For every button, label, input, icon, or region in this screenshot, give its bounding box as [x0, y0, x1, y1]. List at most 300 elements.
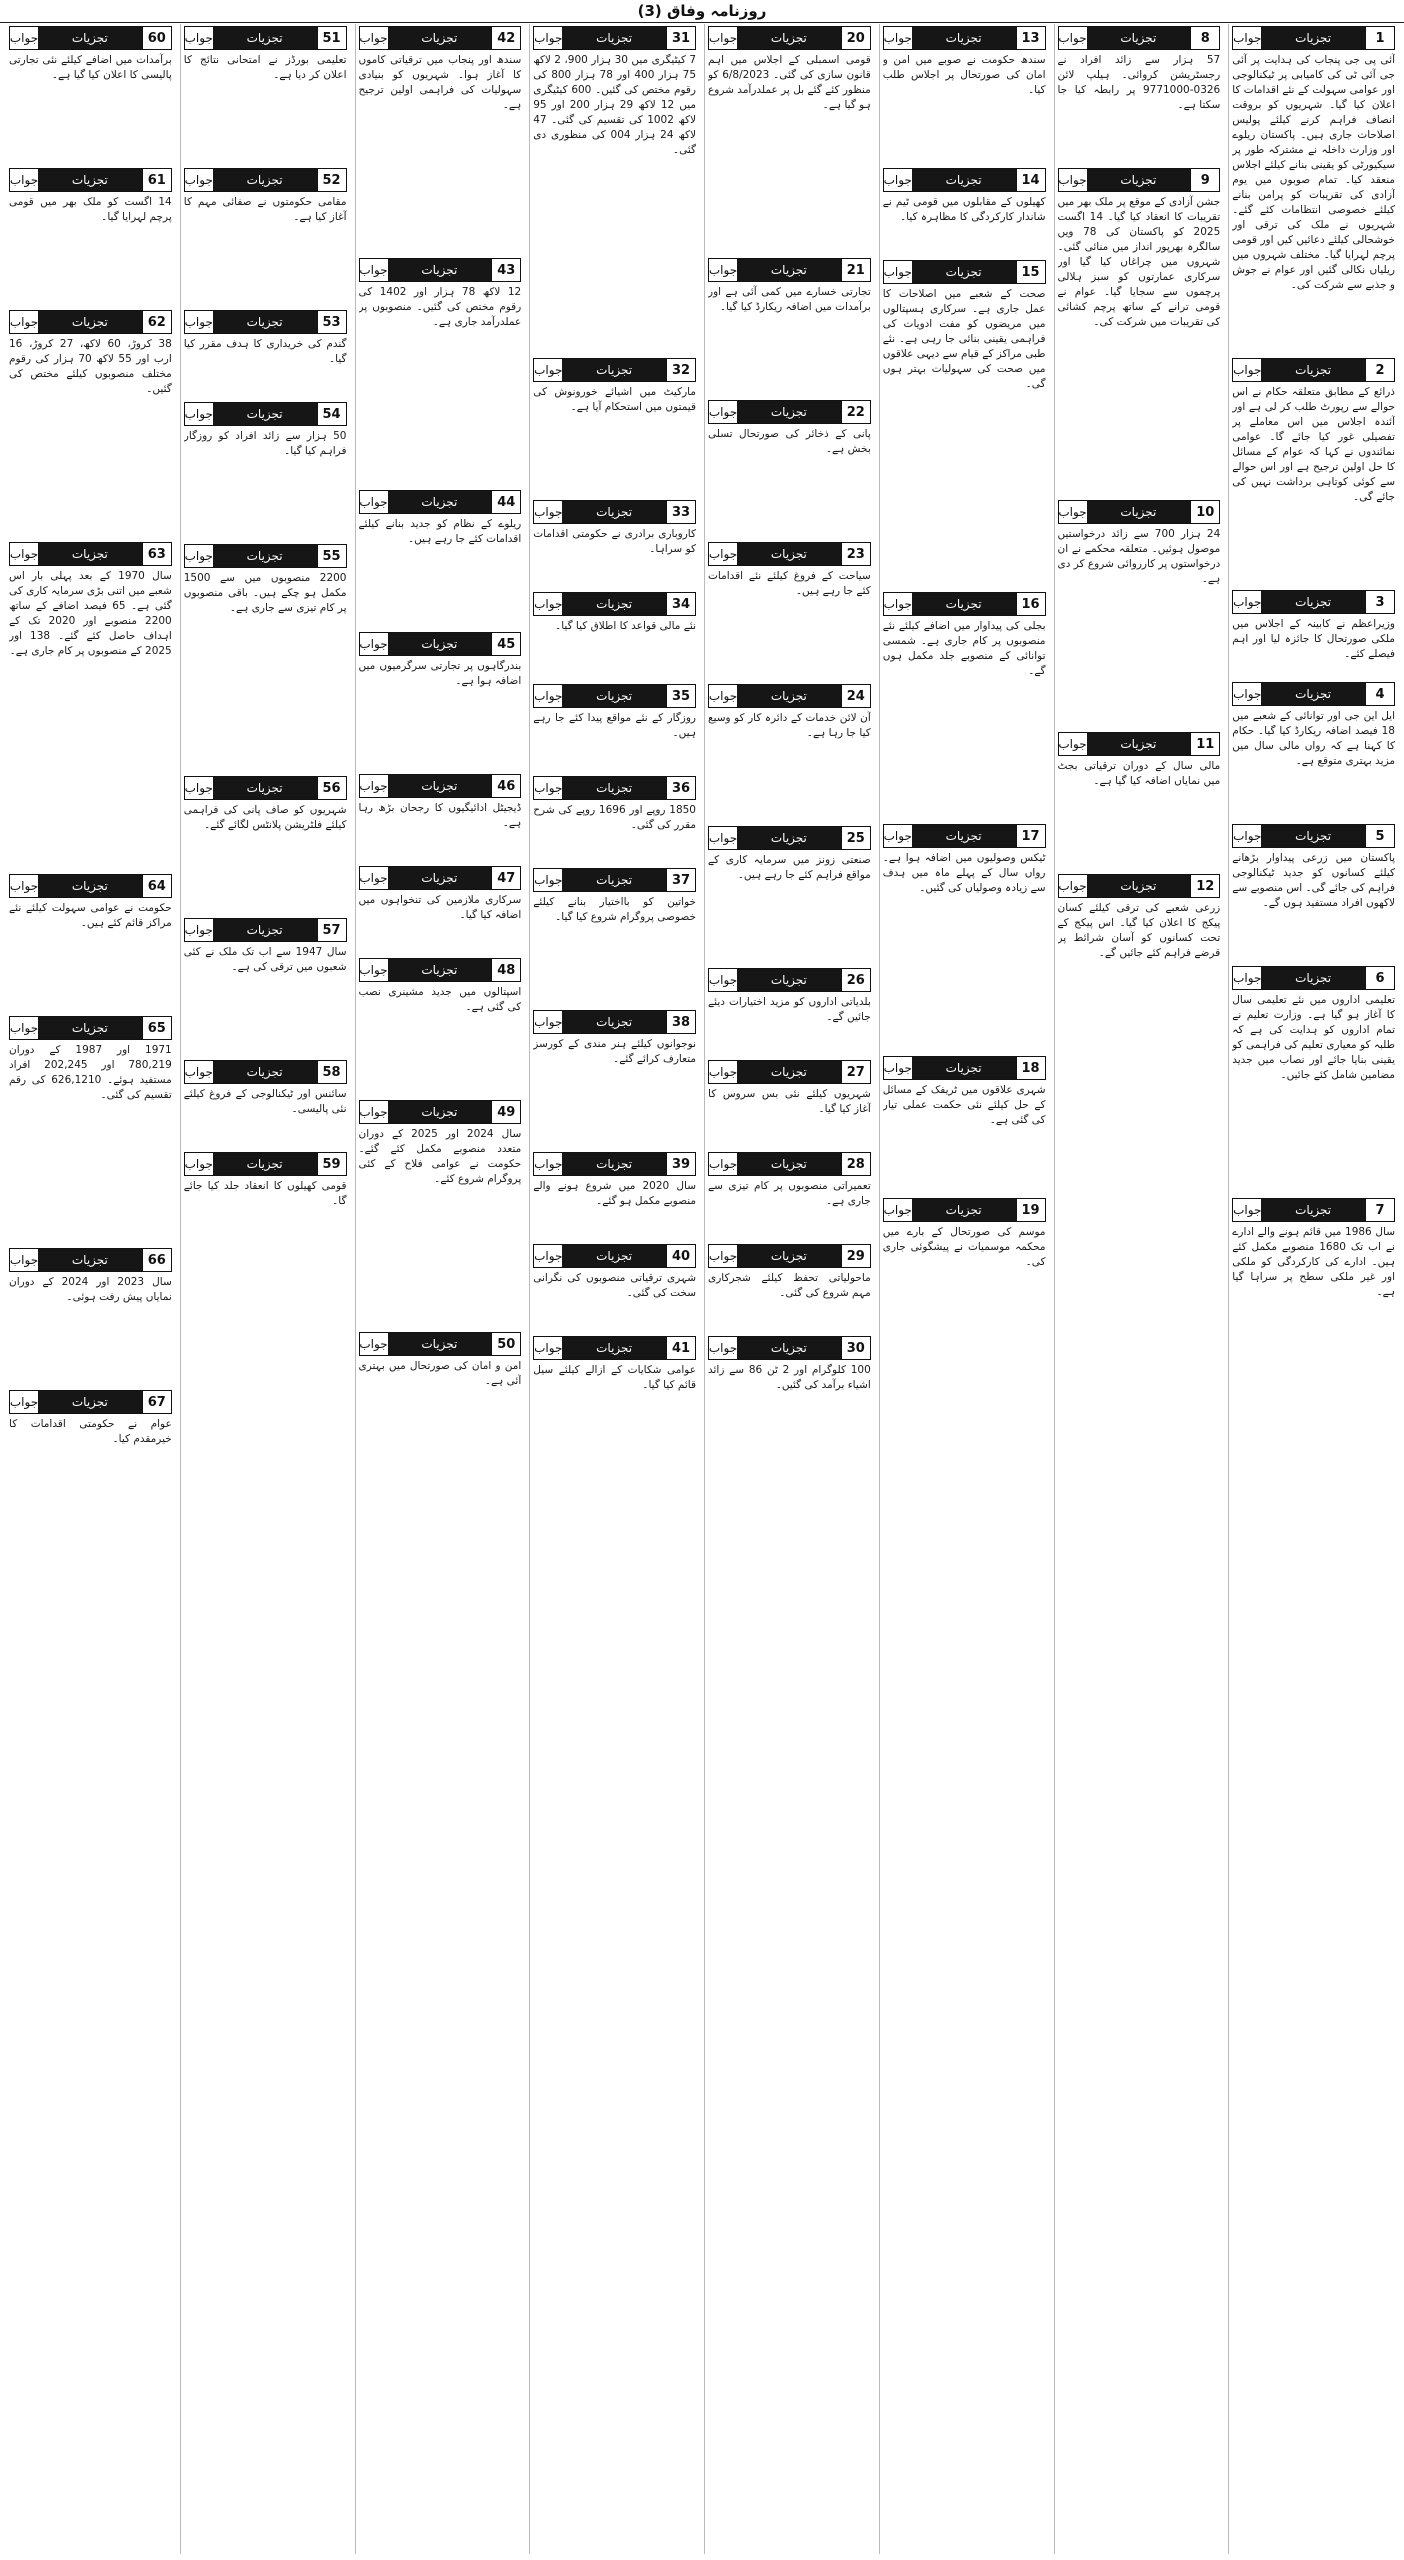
entry-title: تجزیات	[38, 1017, 142, 1039]
entry-header	[533, 1152, 696, 1176]
entry-number: 24	[841, 685, 870, 707]
entry-header	[9, 168, 172, 192]
entry-body: 38 کروڑ، 60 لاکھ، 27 کروڑ، 16 ارب اور 55 لاکھ 70 ہزار کی رقوم مختلف منصوبوں کیلئے مختص کی گئیں۔	[9, 338, 172, 395]
entry-header	[708, 258, 871, 282]
entry-number: 44	[491, 491, 520, 513]
entry-title: تجزیات	[388, 27, 492, 49]
entry-tag: جواب	[185, 1153, 213, 1175]
entry-header	[184, 918, 347, 942]
entry-number: 3	[1365, 591, 1394, 613]
entry-body: سندھ اور پنجاب میں ترقیاتی کاموں کا آغاز ہوا۔ شہریوں کو بنیادی سہولیات کی فراہمی اولین ترجیح ہے۔	[358, 54, 522, 111]
entry-number: 59	[317, 1153, 346, 1175]
entry-header	[533, 1244, 696, 1268]
entry-title: تجزیات	[213, 545, 317, 567]
entry-title: تجزیات	[1261, 967, 1365, 989]
news-entry	[883, 166, 1046, 255]
entry-header	[1058, 168, 1221, 192]
entry-number: 22	[841, 401, 870, 423]
entry-header	[9, 1016, 172, 1040]
news-entry	[9, 1388, 172, 1477]
entry-title: تجزیات	[562, 1337, 666, 1359]
entry-header	[708, 26, 871, 50]
entry-number: 64	[142, 875, 171, 897]
entry-body: سندھ حکومت نے صوبے میں امن و امان کی صورتحال پر اجلاس طلب کیا۔	[882, 54, 1046, 96]
entry-body: سال 1986 میں قائم ہونے والے ادارے نے اب تک 1680 منصوبے مکمل کئے ہیں۔ ادارے کی کارکردگی کو ملکی اور غیر ملکی سطح پر سراہا گیا ہے۔	[1232, 1226, 1395, 1298]
entry-title: تجزیات	[213, 403, 317, 425]
entry-body: نئے مالی قواعد کا اطلاق کیا گیا۔	[555, 620, 696, 632]
entry-header	[533, 1010, 696, 1034]
entry-number: 6	[1365, 967, 1394, 989]
entry-tag: جواب	[709, 1245, 737, 1267]
news-entry	[708, 1242, 871, 1331]
entry-tag: جواب	[534, 777, 562, 799]
news-entry	[359, 772, 522, 861]
entry-header	[9, 1248, 172, 1272]
entry-header	[533, 26, 696, 50]
entry-tag: جواب	[709, 1061, 737, 1083]
entry-number: 50	[491, 1333, 520, 1355]
entry-title: تجزیات	[912, 261, 1016, 283]
entry-header	[533, 776, 696, 800]
news-entry	[1232, 680, 1395, 819]
entry-tag: جواب	[360, 867, 388, 889]
entry-body: 14 اگست کو ملک بھر میں قومی پرچم لہرایا گیا۔	[9, 196, 172, 223]
entry-number: 60	[142, 27, 171, 49]
entry-number: 55	[317, 545, 346, 567]
news-entry	[184, 774, 347, 913]
news-entry	[9, 1014, 172, 1243]
entry-number: 19	[1016, 1199, 1045, 1221]
news-entry	[708, 398, 871, 537]
entry-title: تجزیات	[562, 869, 666, 891]
entry-body: کاروباری برادری نے حکومتی اقدامات کو سراہا۔	[533, 528, 696, 555]
column	[1228, 24, 1398, 2554]
entry-title: تجزیات	[388, 1101, 492, 1123]
entry-title: تجزیات	[1261, 591, 1365, 613]
news-entry	[883, 1196, 1046, 1285]
entry-title: تجزیات	[213, 27, 317, 49]
entry-number: 63	[142, 543, 171, 565]
news-entry	[1232, 1196, 1395, 1425]
news-entry	[359, 24, 522, 253]
entry-body: برآمدات میں اضافے کیلئے نئی تجارتی پالیسی کا اعلان کیا گیا ہے۔	[9, 54, 172, 81]
entry-header	[359, 490, 522, 514]
entry-title: تجزیات	[912, 1057, 1016, 1079]
entry-number: 32	[666, 359, 695, 381]
news-entry	[359, 256, 522, 485]
entry-number: 7	[1365, 1199, 1394, 1221]
entry-tag: جواب	[709, 969, 737, 991]
news-entry	[184, 24, 347, 163]
entry-body: بجلی کی پیداوار میں اضافے کیلئے نئے منصوبوں پر کام جاری ہے۔ شمسی توانائی کے منصوبے جلد مکمل ہوں گے۔	[882, 620, 1046, 677]
entry-tag: جواب	[360, 633, 388, 655]
column	[704, 24, 874, 2554]
news-entry	[359, 864, 522, 953]
entry-header	[184, 168, 347, 192]
entry-header	[883, 1198, 1046, 1222]
entry-number: 21	[841, 259, 870, 281]
entry-title: تجزیات	[737, 1245, 841, 1267]
entry-number: 38	[666, 1011, 695, 1033]
entry-body: مقامی حکومتوں نے صفائی مہم کا آغاز کیا ہے۔	[183, 196, 347, 223]
entry-header	[184, 776, 347, 800]
entry-header	[708, 400, 871, 424]
entry-number: 31	[666, 27, 695, 49]
news-entry	[708, 24, 871, 253]
entry-title: تجزیات	[737, 543, 841, 565]
entry-body: 50 ہزار سے زائد افراد کو روزگار فراہم کیا گیا۔	[183, 430, 347, 457]
entry-number: 42	[491, 27, 520, 49]
news-entry	[533, 1008, 696, 1147]
entry-title: تجزیات	[1087, 875, 1191, 897]
entry-header	[9, 874, 172, 898]
entry-number: 48	[491, 959, 520, 981]
entry-number: 15	[1016, 261, 1045, 283]
entry-number: 46	[491, 775, 520, 797]
entry-header	[708, 826, 871, 850]
entry-title: تجزیات	[912, 1199, 1016, 1221]
entry-tag: جواب	[709, 827, 737, 849]
news-entry	[533, 1242, 696, 1331]
entry-tag: جواب	[185, 919, 213, 941]
entry-tag: جواب	[360, 491, 388, 513]
entry-title: تجزیات	[213, 311, 317, 333]
entry-body: روزگار کے نئے مواقع پیدا کئے جا رہے ہیں۔	[533, 712, 696, 739]
entry-tag: جواب	[709, 1153, 737, 1175]
entry-body: ایل این جی اور توانائی کے شعبے میں 18 فیصد اضافہ ریکارڈ کیا گیا۔ حکام کا کہنا ہے کہ رواں مالی سال میں مزید بہتری متوقع ہے۔	[1232, 710, 1395, 767]
entry-title: تجزیات	[737, 1153, 841, 1175]
entry-body: سال 2023 اور 2024 کے دوران نمایاں پیش رفت ہوئی۔	[9, 1276, 172, 1303]
entry-header	[533, 500, 696, 524]
news-entry	[533, 1334, 696, 1423]
entry-header	[533, 592, 696, 616]
column	[355, 24, 525, 2554]
entry-body: عوامی شکایات کے ازالے کیلئے سیل قائم کیا گیا۔	[533, 1364, 696, 1391]
entry-number: 8	[1190, 27, 1219, 49]
news-entry	[533, 866, 696, 1005]
entry-tag: جواب	[1233, 27, 1261, 49]
entry-header	[1232, 824, 1395, 848]
news-entry	[708, 966, 871, 1055]
entry-tag: جواب	[10, 27, 38, 49]
entry-number: 61	[142, 169, 171, 191]
entry-header	[359, 1332, 522, 1356]
entry-number: 20	[841, 27, 870, 49]
entry-tag: جواب	[360, 1101, 388, 1123]
news-entry	[533, 590, 696, 679]
entry-header	[533, 1336, 696, 1360]
news-entry	[1232, 964, 1395, 1193]
column	[879, 24, 1049, 2554]
entry-title: تجزیات	[562, 593, 666, 615]
news-entry	[9, 166, 172, 305]
entry-number: 11	[1190, 733, 1219, 755]
news-entry	[359, 1330, 522, 1419]
entry-body: سال 1970 کے بعد پہلی بار اس شعبے میں اتنی بڑی سرمایہ کاری کی گئی ہے۔ 65 فیصد اضافے کے ساتھ 2200 منصوبے اور 2020 تک کے اہداف حاصل کئے گئے۔ 138 اور 2025 کے منصوبوں پر کام جاری ہے۔	[9, 570, 172, 657]
entry-body: بندرگاہوں پر تجارتی سرگرمیوں میں اضافہ ہوا ہے۔	[358, 660, 522, 687]
entry-body: تعلیمی بورڈز نے امتحانی نتائج کا اعلان کر دیا ہے۔	[183, 54, 347, 81]
entry-title: تجزیات	[562, 685, 666, 707]
column	[180, 24, 350, 2554]
entry-title: تجزیات	[737, 401, 841, 423]
entry-body: موسم کی صورتحال کے بارے میں محکمہ موسمیات نے پیشگوئی جاری کی۔	[882, 1226, 1046, 1268]
entry-header	[1232, 26, 1395, 50]
entry-title: تجزیات	[562, 501, 666, 523]
entry-body: شہریوں کو صاف پانی کی فراہمی کیلئے فلٹریشن پلانٹس لگائے گئے۔	[183, 804, 347, 831]
entry-number: 40	[666, 1245, 695, 1267]
entry-tag: جواب	[360, 259, 388, 281]
entry-number: 2	[1365, 359, 1394, 381]
entry-tag: جواب	[1059, 501, 1087, 523]
news-entry	[359, 488, 522, 627]
news-entry	[1232, 588, 1395, 677]
entry-header	[359, 632, 522, 656]
news-entry	[883, 24, 1046, 163]
entry-title: تجزیات	[38, 311, 142, 333]
entry-header	[9, 542, 172, 566]
entry-tag: جواب	[884, 27, 912, 49]
entry-header	[1232, 358, 1395, 382]
news-entry	[1232, 822, 1395, 961]
entry-title: تجزیات	[388, 1333, 492, 1355]
news-entry	[1058, 730, 1221, 869]
entry-header	[184, 1152, 347, 1176]
entry-title: تجزیات	[737, 1061, 841, 1083]
entry-tag: جواب	[534, 593, 562, 615]
entry-title: تجزیات	[388, 867, 492, 889]
entry-number: 53	[317, 311, 346, 333]
masthead: روزنامہ وفاق (3)	[0, 0, 1404, 23]
entry-tag: جواب	[534, 1011, 562, 1033]
entry-title: تجزیات	[562, 359, 666, 381]
entry-title: تجزیات	[1261, 1199, 1365, 1221]
entry-header	[883, 592, 1046, 616]
entry-header	[359, 774, 522, 798]
entry-body: شہریوں کیلئے نئی بس سروس کا آغاز کیا گیا۔	[708, 1088, 871, 1115]
news-entry	[184, 1058, 347, 1147]
entry-tag: جواب	[534, 1245, 562, 1267]
entry-header	[883, 168, 1046, 192]
entry-body: امن و امان کی صورتحال میں بہتری آئی ہے۔	[358, 1360, 522, 1387]
entry-tag: جواب	[1059, 733, 1087, 755]
entry-title: تجزیات	[388, 959, 492, 981]
news-entry	[708, 256, 871, 395]
entry-body: نوجوانوں کیلئے ہنر مندی کے کورسز متعارف کرائے گئے۔	[533, 1038, 696, 1065]
entry-number: 25	[841, 827, 870, 849]
entry-body: 12 لاکھ 78 ہزار اور 1402 کی رقوم مختص کی گئیں۔ منصوبوں پر عملدرآمد جاری ہے۔	[358, 286, 522, 328]
entry-tag: جواب	[1233, 825, 1261, 847]
entry-number: 56	[317, 777, 346, 799]
news-entry	[533, 24, 696, 353]
entry-number: 5	[1365, 825, 1394, 847]
entry-header	[1058, 732, 1221, 756]
entry-body: ذرائع کے مطابق متعلقہ حکام نے اس حوالے سے رپورٹ طلب کر لی ہے اور آئندہ اجلاس میں اس معاملے پر تفصیلی غور کیا جائے گا۔ عوامی نمائندوں نے کہا کہ عوام کے مسائل کا حل اولین ترجیح ہے اور اس حوالے سے کوئی کوتاہی برداشت نہیں کی جائے گی۔	[1232, 386, 1395, 503]
entry-number: 47	[491, 867, 520, 889]
news-entry	[184, 166, 347, 305]
entry-header	[883, 1056, 1046, 1080]
entry-number: 49	[491, 1101, 520, 1123]
news-entry	[708, 682, 871, 821]
entry-tag: جواب	[10, 311, 38, 333]
entry-body: خواتین کو بااختیار بنانے کیلئے خصوصی پروگرام شروع کیا گیا۔	[533, 896, 696, 923]
entry-tag: جواب	[1059, 169, 1087, 191]
entry-body: شہری علاقوں میں ٹریفک کے مسائل کے حل کیلئے نئی حکمت عملی تیار کی گئی ہے۔	[882, 1084, 1046, 1126]
entry-number: 43	[491, 259, 520, 281]
entry-number: 27	[841, 1061, 870, 1083]
entry-body: ڈیجیٹل ادائیگیوں کا رجحان بڑھ رہا ہے۔	[358, 802, 522, 829]
entry-body: زرعی شعبے کی ترقی کیلئے کسان پیکج کا اعلان کیا گیا۔ اس پیکج کے تحت کسانوں کو آسان شرائط پر قرضے فراہم کئے جائیں گے۔	[1057, 902, 1221, 959]
entry-number: 36	[666, 777, 695, 799]
entry-tag: جواب	[709, 685, 737, 707]
news-entry	[533, 356, 696, 495]
entry-body: صحت کے شعبے میں اصلاحات کا عمل جاری ہے۔ سرکاری ہسپتالوں میں مریضوں کو مفت ادویات کی فراہمی یقینی بنائی جا رہی ہے۔ نئے طبی مراکز کے قیام سے دیہی علاقوں میں صحت کی سہولیات بہتر ہوں گی۔	[882, 288, 1046, 390]
entry-title: تجزیات	[38, 1391, 142, 1413]
entry-body: 1850 روپے اور 1696 روپے کی شرح مقرر کی گئی۔	[533, 804, 696, 831]
entry-tag: جواب	[185, 169, 213, 191]
column	[6, 24, 175, 2554]
entry-tag: جواب	[10, 1391, 38, 1413]
news-entry	[1058, 24, 1221, 163]
entry-number: 14	[1016, 169, 1045, 191]
entry-body: صنعتی زونز میں سرمایہ کاری کے مواقع فراہم کئے جا رہے ہیں۔	[708, 854, 871, 881]
entry-header	[708, 1244, 871, 1268]
entry-title: تجزیات	[388, 633, 492, 655]
entry-number: 12	[1190, 875, 1219, 897]
entry-body: تعلیمی اداروں میں نئے تعلیمی سال کا آغاز ہو گیا ہے۔ وزارت تعلیم نے تمام اداروں کو ہدایت کی ہے کہ طلبہ کو معیاری تعلیم کی فراہمی کو یقینی بنایا جائے اور نصاب میں جدید مضامین شامل کئے جائیں۔	[1232, 994, 1395, 1081]
entry-body: قومی اسمبلی کے اجلاس میں اہم قانون سازی کی گئی۔ 6/8/2023 کو منظور کئے گئے بل پر عملدرآمد شروع ہو گیا ہے۔	[708, 54, 871, 111]
news-entry	[184, 308, 347, 397]
entry-body: 24 ہزار 700 سے زائد درخواستیں موصول ہوئیں۔ متعلقہ محکمے نے ان درخواستوں پر کارروائی شروع کر دی ہے۔	[1057, 528, 1221, 585]
news-entry	[1232, 24, 1395, 353]
news-entry	[1232, 356, 1395, 585]
entry-body: ریلوے کے نظام کو جدید بنانے کیلئے اقدامات کئے جا رہے ہیں۔	[358, 518, 522, 545]
entry-tag: جواب	[360, 959, 388, 981]
entry-title: تجزیات	[1261, 683, 1365, 705]
entry-number: 37	[666, 869, 695, 891]
entry-tag: جواب	[534, 1153, 562, 1175]
entry-number: 39	[666, 1153, 695, 1175]
entry-title: تجزیات	[213, 1061, 317, 1083]
entry-body: 1971 اور 1987 کے دوران 780,219 اور 202,245 افراد مستفید ہوئے۔ 626,1210 کی رقم تقسیم کی گئی۔	[9, 1044, 172, 1101]
entry-title: تجزیات	[737, 685, 841, 707]
entry-title: تجزیات	[38, 27, 142, 49]
entry-tag: جواب	[10, 543, 38, 565]
entry-body: آن لائن خدمات کے دائرہ کار کو وسیع کیا جا رہا ہے۔	[708, 712, 871, 739]
entry-header	[1232, 966, 1395, 990]
entry-tag: جواب	[884, 1057, 912, 1079]
news-entry	[359, 956, 522, 1095]
entry-tag: جواب	[534, 869, 562, 891]
entry-title: تجزیات	[1087, 27, 1191, 49]
entry-body: ٹیکس وصولیوں میں اضافہ ہوا ہے۔ رواں سال کے پہلے ماہ میں ہدف سے زیادہ وصولیاں کی گئیں۔	[882, 852, 1046, 894]
entry-title: تجزیات	[213, 777, 317, 799]
entry-title: تجزیات	[213, 1153, 317, 1175]
news-entry	[359, 630, 522, 769]
entry-body: گندم کی خریداری کا ہدف مقرر کیا گیا۔	[183, 338, 347, 365]
entry-number: 62	[142, 311, 171, 333]
entry-body: 7 کیٹیگری میں 30 ہزار 900، 2 لاکھ 75 ہزار 400 اور 78 ہزار 800 کی رقوم مختص کی گئیں۔ 600 کیٹیگری میں 12 لاکھ 29 ہزار 200 اور 95 لاکھ 1002 کی تقسیم کی گئی۔ 47 لاکھ 24 ہزار 004 کی منظوری دی گئی۔	[533, 54, 696, 156]
entry-title: تجزیات	[562, 777, 666, 799]
entry-body: 100 کلوگرام اور 2 ٹن 86 سے زائد اشیاء برآمد کی گئیں۔	[708, 1364, 871, 1391]
entry-tag: جواب	[884, 261, 912, 283]
entry-header	[708, 1060, 871, 1084]
news-entry	[708, 540, 871, 679]
entry-title: تجزیات	[562, 1245, 666, 1267]
entry-header	[1058, 874, 1221, 898]
entry-title: تجزیات	[1087, 169, 1191, 191]
entry-title: تجزیات	[912, 27, 1016, 49]
entry-tag: جواب	[10, 1017, 38, 1039]
entry-number: 58	[317, 1061, 346, 1083]
entry-header	[184, 310, 347, 334]
entry-body: وزیراعظم نے کابینہ کے اجلاس میں ملکی صورتحال کا جائزہ لیا اور اہم فیصلے کئے۔	[1232, 618, 1395, 660]
entry-number: 9	[1190, 169, 1219, 191]
news-entry	[708, 824, 871, 963]
entry-header	[883, 260, 1046, 284]
entry-header	[883, 26, 1046, 50]
entry-body: آئی پی جی پنجاب کی ہدایت پر آئی جی آئی ٹی کی کامیابی پر ٹیکنالوجی اور عوامی سہولت کے نئے اقدامات کا اعلان کیا گیا۔ شہریوں کو بروقت انصاف فراہم کرنے کیلئے پولیس اصلاحات جاری ہیں۔ پاکستان ریلوے اور وزارت داخلہ نے مشترکہ طور پر سیکیورٹی کو یقینی بنانے کیلئے اجلاس منعقد کیا۔ تمام صوبوں میں یوم آزادی کی تقریبات کو پرامن بنانے کیلئے خصوصی انتظامات کئے گئے۔ شہریوں نے ملک کی ترقی اور خوشحالی کیلئے دعائیں کیں اور قومی پرچم لہرایا گیا۔ مختلف شہروں میں ریلیاں نکالی گئیں اور عوام نے جوش و جذبے سے شرکت کی۔	[1232, 54, 1395, 291]
entry-title: تجزیات	[1261, 359, 1365, 381]
entry-body: سال 2020 میں شروع ہونے والے منصوبے مکمل ہو گئے۔	[533, 1180, 696, 1207]
entry-header	[184, 26, 347, 50]
entry-header	[184, 1060, 347, 1084]
entry-title: تجزیات	[912, 825, 1016, 847]
news-entry	[883, 822, 1046, 1051]
entry-header	[708, 1152, 871, 1176]
entry-tag: جواب	[534, 501, 562, 523]
entry-title: تجزیات	[38, 543, 142, 565]
news-entry	[883, 258, 1046, 587]
entry-title: تجزیات	[562, 1011, 666, 1033]
entry-number: 1	[1365, 27, 1394, 49]
entry-body: ماحولیاتی تحفظ کیلئے شجرکاری مہم شروع کی گئی۔	[708, 1272, 871, 1299]
entry-number: 41	[666, 1337, 695, 1359]
entry-tag: جواب	[1233, 1199, 1261, 1221]
entry-title: تجزیات	[213, 919, 317, 941]
news-entry	[184, 542, 347, 771]
entry-header	[883, 824, 1046, 848]
entry-number: 26	[841, 969, 870, 991]
news-entry	[533, 774, 696, 863]
entry-number: 65	[142, 1017, 171, 1039]
entry-number: 23	[841, 543, 870, 565]
entry-title: تجزیات	[562, 1153, 666, 1175]
entry-title: تجزیات	[388, 491, 492, 513]
entry-body: سال 2024 اور 2025 کے دوران متعدد منصوبے مکمل کئے گئے۔ حکومت نے عوامی فلاح کے کئی پروگرام شروع کئے۔	[358, 1128, 522, 1185]
entry-number: 57	[317, 919, 346, 941]
entry-title: تجزیات	[388, 775, 492, 797]
entry-tag: جواب	[709, 543, 737, 565]
entry-tag: جواب	[185, 311, 213, 333]
entry-header	[533, 358, 696, 382]
entry-tag: جواب	[534, 685, 562, 707]
entry-body: تجارتی خسارے میں کمی آئی ہے اور برآمدات میں اضافہ ریکارڈ کیا گیا۔	[708, 286, 871, 313]
entry-header	[708, 968, 871, 992]
entry-body: حکومت نے عوامی سہولت کیلئے نئے مراکز قائم کئے ہیں۔	[9, 902, 172, 929]
entry-body: اسپتالوں میں جدید مشینری نصب کی گئی ہے۔	[358, 986, 522, 1013]
entry-tag: جواب	[534, 1337, 562, 1359]
entry-number: 17	[1016, 825, 1045, 847]
entry-tag: جواب	[1233, 591, 1261, 613]
entry-header	[708, 542, 871, 566]
news-entry	[708, 1058, 871, 1147]
entry-number: 4	[1365, 683, 1394, 705]
entry-title: تجزیات	[1087, 501, 1191, 523]
entry-title: تجزیات	[38, 169, 142, 191]
entry-body: سرکاری ملازمین کی تنخواہوں میں اضافہ کیا گیا۔	[358, 894, 522, 921]
entry-tag: جواب	[1233, 683, 1261, 705]
entry-header	[1058, 26, 1221, 50]
